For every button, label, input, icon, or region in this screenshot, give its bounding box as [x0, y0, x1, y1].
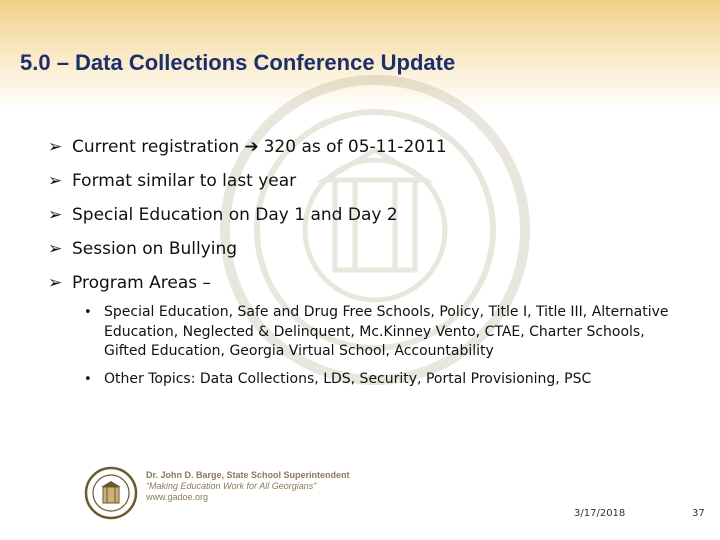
arrowhead-bullet-icon: ➢ [48, 137, 63, 157]
page-number: 37 [692, 508, 705, 519]
footer-date: 3/17/2018 [574, 508, 626, 519]
footer-website[interactable]: www.gadoe.org [146, 492, 209, 502]
bullet-item-format [48, 164, 688, 198]
sub-bullet-program-areas [84, 303, 684, 362]
bullet-text: Session on Bullying [72, 239, 238, 259]
bullet-text: Current registration [72, 137, 240, 157]
main-bullet-list [48, 130, 688, 300]
arrowhead-bullet-icon: ➢ [48, 171, 63, 191]
bullet-item-registration [48, 130, 688, 164]
arrowhead-bullet-icon: ➢ [48, 239, 63, 259]
bullet-item-special-education [48, 198, 688, 232]
bullet-arrow-text: 320 as of 05-11-2011 [263, 137, 447, 157]
dot-bullet-icon: • [84, 305, 92, 320]
sub-bullet-text: Special Education, Safe and Drug Free Schools, Policy, Title I, Title III, Alternative Education, Neglected & Delinquent, Mc.Kinney Vento, CTAE, Charter Schools, Gifted Education, Georgia Virtual School, Accountability [104, 304, 669, 359]
sub-bullet-text: Other Topics: Data Collections, LDS, Security, Portal Provisioning, PSC [104, 370, 592, 387]
footer-credits [146, 470, 350, 503]
sub-bullet-list [84, 303, 684, 397]
bullet-text: Program Areas – [72, 273, 212, 293]
georgia-doe-seal-icon [84, 466, 138, 520]
bullet-item-program-areas [48, 266, 688, 300]
bullet-text: Special Education on Day 1 and Day 2 [72, 205, 398, 225]
arrowhead-bullet-icon: ➢ [48, 273, 63, 293]
footer-motto: “Making Education Work for All Georgians” [146, 481, 317, 491]
arrowhead-bullet-icon: ➢ [48, 205, 63, 225]
bullet-item-bullying [48, 232, 688, 266]
dot-bullet-icon: • [84, 371, 92, 387]
sub-bullet-other-topics [84, 370, 684, 390]
slide-title: 5.0 – Data Collections Conference Update [20, 50, 456, 75]
superintendent-name: Dr. John D. Barge, State School Superintendent [146, 470, 350, 480]
right-arrow-icon: ➔ [244, 137, 259, 157]
bullet-text: Format similar to last year [72, 171, 297, 191]
